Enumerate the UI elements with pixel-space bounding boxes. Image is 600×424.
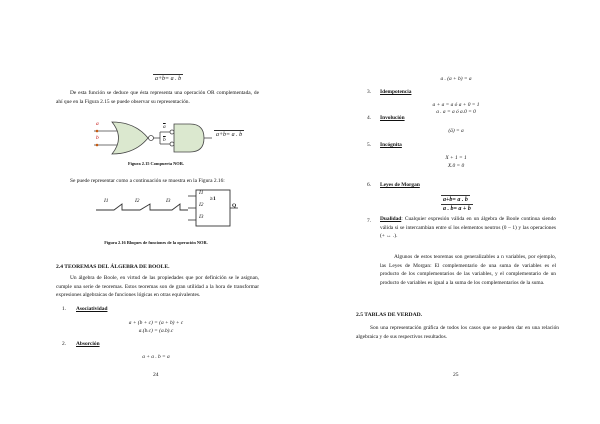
item-4-label: Involución: [380, 115, 405, 121]
right-page: [300, 0, 600, 424]
morgan-generalization-paragraph: Algunos de estos teoremas son generalizables a n variables, por ejemplo, las Leyes de Morgan: El complementario de una suma de variables es el producto de los complementarios de las variables, y el complementario de un producto de variables es igual a la suma de los complementarios de la suma.: [380, 254, 556, 286]
block-label-op: ≥1: [210, 196, 216, 202]
page-number-left: 24: [153, 372, 159, 378]
block-label-i3b: I3: [199, 214, 204, 220]
gate-output-text: a+b= a . b: [216, 132, 243, 138]
section-25-text: Son una representación gráfica de todos los casos que se pueden dar en una relación algebraica y de sus respectivos resultados.: [356, 325, 559, 340]
section-25-title: 2.5 TABLAS DE VERDAD.: [356, 312, 423, 318]
absorption-formula-2: a . (a + b) = a: [440, 76, 472, 82]
morgan-law-1-text: a+b= a . b: [443, 197, 468, 203]
morgan-law-1: [441, 195, 470, 204]
item-5-num: 5.: [367, 142, 372, 148]
item-7-label: Dualidad: [380, 216, 402, 222]
item-1-label: Asociatividad: [76, 306, 108, 312]
nor-formula-text: a+b= a . b: [155, 76, 182, 82]
item-5-label: Incógnita: [380, 142, 402, 148]
item-2-num: 2.: [62, 341, 67, 347]
block-label-i1b: I1: [199, 190, 204, 196]
block-label-i1a: I1: [104, 198, 109, 204]
section-24-text: Un álgebra de Boole, en virtud de las propiedades que por definición se le asignan, cumple una serie de teoremas. Estos teoremas son de gran utilidad a la hora de transformar expresiones algebraicas de funciones lógicas en otras equivalentes.: [56, 275, 259, 299]
item-2-formula-1: a + a . b = a: [142, 354, 170, 360]
section-24-title: 2.4 TEOREMAS DEL ÁLGEBRA DE BOOLE.: [56, 264, 170, 270]
item-3-formula-2: a . a = a ó a.0 = 0: [436, 109, 476, 115]
item-7-text: : Cualquier expresión válida en un álgebra de Boole continua siendo válida si se intercambian entre sí los elementos neutros (0 – 1) y las operaciones (+ ↔ .).: [380, 216, 556, 240]
gate-output-label: [214, 130, 244, 139]
item-3-formula-1: a + a = a ó a + 0 = 1: [432, 102, 480, 108]
fig215-caption: Figura 2.15 Compuerta NOR.: [128, 161, 184, 166]
intro-paragraph: De esta función se deduce que ésta representa una operación OR complementada, de ahí que en la Figura 2.15 se puede observar su representación.: [56, 90, 259, 105]
item-4-formula-1: (ā) = a: [448, 128, 464, 134]
item-6-num: 6.: [367, 182, 372, 188]
block-intro: Se puede representar como a continuación se muestra en la Figura 2.16:: [70, 178, 225, 184]
block-label-i2b: I2: [199, 202, 204, 208]
item-7-num: 7.: [367, 218, 372, 224]
item-1-num: 1.: [62, 306, 67, 312]
item-7-paragraph: [380, 215, 556, 241]
nor-formula-top: [153, 74, 183, 83]
block-label-q: Q: [232, 203, 237, 209]
block-label-i3a: I3: [166, 198, 171, 204]
item-1-formula-2: a.(b.c) = (a.b).c: [138, 328, 174, 334]
item-5-formula-2: X.0 = 0: [447, 163, 465, 169]
item-3-num: 3.: [367, 89, 372, 95]
item-2-label: Absorción: [76, 341, 100, 347]
morgan-law-2: [441, 204, 473, 213]
item-5-formula-1: X + 1 = 1: [445, 155, 467, 161]
item-4-num: 4.: [367, 115, 372, 121]
morgan-law-2-text: a . b= a + b: [443, 206, 471, 212]
gate-label-b: b: [96, 135, 99, 141]
item-1-formula-1: a + (b + c) = (a + b) + c: [128, 320, 184, 326]
page-number-right: 25: [453, 372, 459, 378]
block-label-i2a: I2: [135, 198, 140, 204]
nor-function-block: [92, 188, 252, 230]
item-3-label: Idempotencia: [380, 89, 412, 95]
gate-label-bbar: $\overline{b}$: [163, 137, 166, 143]
fig216-caption: Figura 2.16 Bloques de funciones de la operación NOR.: [104, 240, 208, 245]
gate-label-a: a: [96, 121, 99, 127]
item-6-label: Leyes de Morgan: [380, 182, 420, 188]
gate-label-abar: $\overline{a}$: [163, 124, 166, 130]
